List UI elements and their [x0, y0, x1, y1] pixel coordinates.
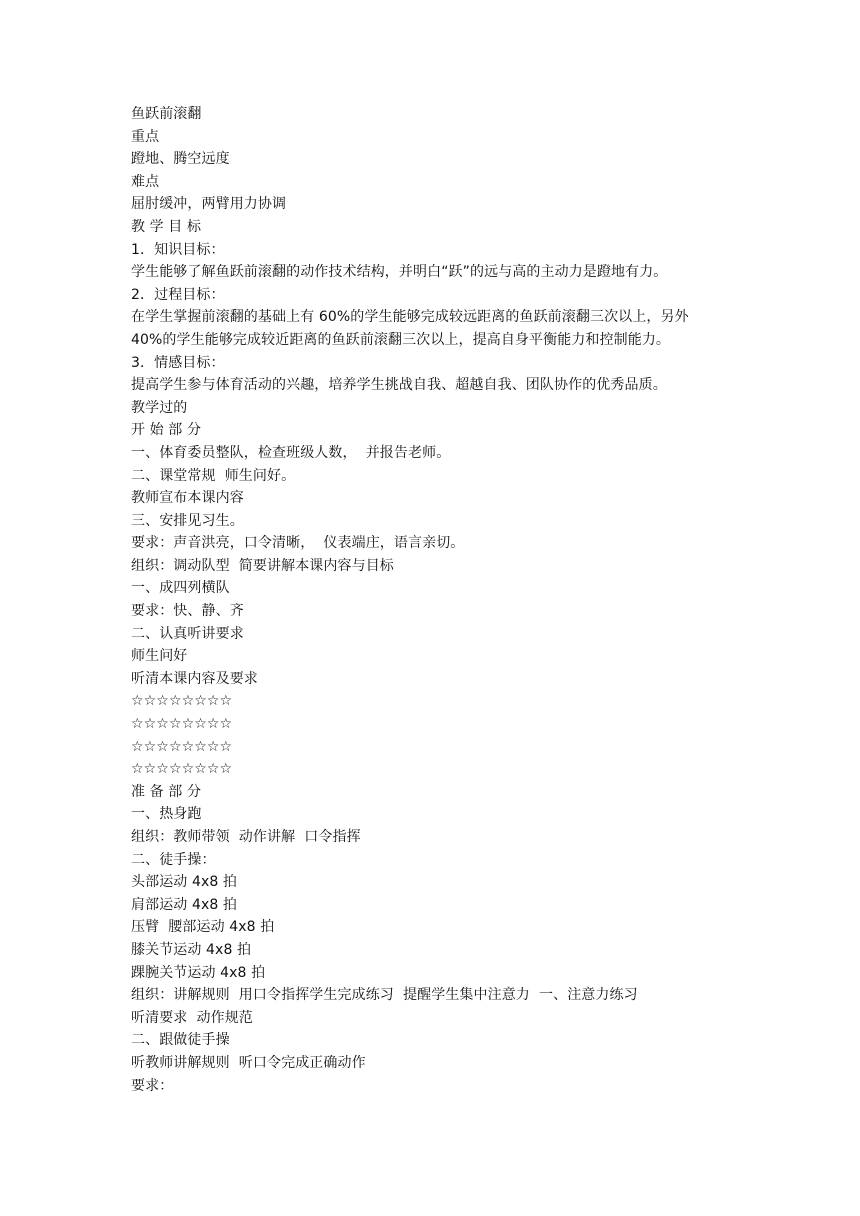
text-line: 听清本课内容及要求 [131, 670, 258, 687]
text-line: 膝关节运动 4x8 拍 [131, 941, 252, 958]
text-line: 要求：快、静、齐 [131, 603, 244, 620]
text-line: 二、认真听讲要求 [131, 625, 244, 642]
text-line: 要求：声音洪亮，口令清晰， 仪表端庄，语言亲切。 [131, 535, 465, 552]
text-line: 二、课堂常规 师生问好。 [131, 467, 296, 484]
formation-star-row: ☆☆☆☆☆☆☆☆ [131, 761, 233, 778]
formation-star-row: ☆☆☆☆☆☆☆☆ [131, 738, 233, 755]
document-body [131, 103, 741, 1097]
text-line: 1．知识目标： [131, 241, 225, 258]
section-heading: 开 始 部 分 [131, 422, 202, 439]
formation-star-row: ☆☆☆☆☆☆☆☆ [131, 716, 233, 733]
text-line: 重点 [131, 128, 160, 145]
text-line: 头部运动 4x8 拍 [131, 874, 237, 891]
text-line: 一、体育委员整队，检查班级人数， 并报告老师。 [131, 444, 451, 461]
text-line: 组织：调动队型 简要讲解本课内容与目标 [131, 557, 394, 574]
text-line: 要求： [131, 1077, 174, 1094]
text-line: 二、徒手操： [131, 851, 216, 868]
text-line: 师生问好 [131, 648, 188, 665]
text-line: 踝腕关节运动 4x8 拍 [131, 964, 266, 981]
text-line: 提高学生参与体育活动的兴趣，培养学生挑战自我、超越自我、团队协作的优秀品质。 [131, 377, 667, 394]
text-line: 一、热身跑 [131, 806, 202, 823]
text-line: 三、安排见习生。 [131, 512, 244, 529]
text-line: 二、跟做徒手操 [131, 1032, 230, 1049]
lesson-title: 鱼跃前滚翻 [131, 106, 202, 122]
text-line: 教师宣布本课内容 [131, 490, 244, 507]
text-line: 2．过程目标： [131, 286, 225, 303]
text-line: 听教师讲解规则 听口令完成正确动作 [131, 1054, 366, 1071]
text-line: 教学过的 [131, 399, 188, 416]
text-line: 难点 [131, 173, 160, 190]
section-heading: 准 备 部 分 [131, 783, 202, 800]
formation-star-row: ☆☆☆☆☆☆☆☆ [131, 693, 233, 710]
text-line: 压臂 腰部运动 4x8 拍 [131, 919, 275, 936]
text-line: 3．情感目标： [131, 354, 225, 371]
text-line: 屈肘缓冲，两臂用力协调 [131, 196, 287, 213]
text-line: 听清要求 动作规范 [131, 1009, 253, 1026]
text-line: 组织：讲解规则 用口令指挥学生完成练习 提醒学生集中注意力 一、注意力练习 [131, 987, 638, 1004]
text-line: 一、成四列横队 [131, 580, 230, 597]
section-heading: 教 学 目 标 [131, 218, 202, 235]
text-line: 肩部运动 4x8 拍 [131, 896, 237, 913]
text-line: 蹬地、腾空远度 [131, 151, 230, 168]
text-line: 在学生掌握前滚翻的基础上有 60%的学生能够完成较远距离的鱼跃前滚翻三次以上，另外 [131, 309, 689, 326]
text-line: 40%的学生能够完成较近距离的鱼跃前滚翻三次以上，提高自身平衡能力和控制能力。 [131, 331, 671, 348]
text-line: 组织：教师带领 动作讲解 口令指挥 [131, 829, 361, 845]
text-line: 学生能够了解鱼跃前滚翻的动作技术结构，并明白“跃”的远与高的主动力是蹬地有力。 [131, 264, 668, 281]
